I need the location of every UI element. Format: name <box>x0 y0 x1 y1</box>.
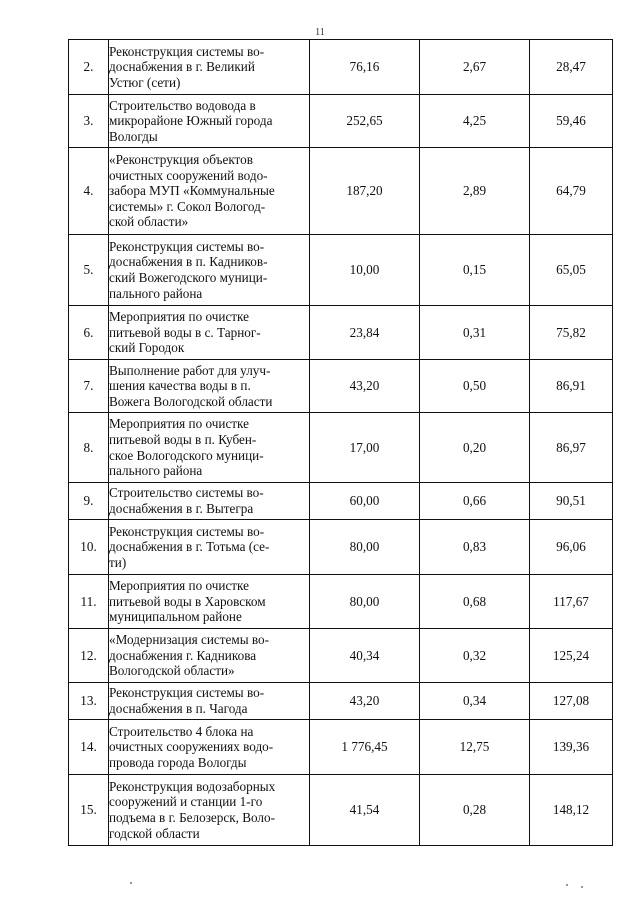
row-number: 6. <box>69 306 109 360</box>
project-name: Строительство 4 блока на очистных сооружениях водо- провода города Вологды <box>109 720 310 775</box>
projects-table <box>68 39 613 846</box>
cumulative-value: 75,82 <box>530 306 613 360</box>
cost-value: 43,20 <box>310 683 420 720</box>
table-row <box>69 483 613 520</box>
cost-value: 1 776,45 <box>310 720 420 775</box>
project-name: Реконструкция системы во- доснабжения в г. Тотьма (се- ти) <box>109 520 310 575</box>
cost-value: 23,84 <box>310 306 420 360</box>
project-name: Реконструкция системы во- доснабжения в п. Чагода <box>109 683 310 720</box>
row-number: 8. <box>69 413 109 483</box>
share-value: 0,28 <box>420 775 530 846</box>
project-name: Выполнение работ для улуч- шения качества воды в п. Вожега Вологодской области <box>109 360 310 413</box>
project-name: Мероприятия по очистке питьевой воды в п. Кубен- ское Вологодского муници- пального района <box>109 413 310 483</box>
share-value: 0,83 <box>420 520 530 575</box>
project-name: Реконструкция системы во- доснабжения в г. Великий Устюг (сети) <box>109 40 310 95</box>
table-row <box>69 95 613 148</box>
share-value: 0,50 <box>420 360 530 413</box>
row-number: 2. <box>69 40 109 95</box>
row-number: 13. <box>69 683 109 720</box>
cumulative-value: 65,05 <box>530 235 613 306</box>
row-number: 11. <box>69 575 109 629</box>
row-number: 5. <box>69 235 109 306</box>
table-row <box>69 683 613 720</box>
cost-value: 80,00 <box>310 520 420 575</box>
share-value: 0,32 <box>420 629 530 683</box>
row-number: 15. <box>69 775 109 846</box>
project-name: Мероприятия по очистке питьевой воды в с. Тарног- ский Городок <box>109 306 310 360</box>
page-number: 11 <box>315 27 325 38</box>
cumulative-value: 125,24 <box>530 629 613 683</box>
row-number: 4. <box>69 148 109 235</box>
row-number: 7. <box>69 360 109 413</box>
row-number: 12. <box>69 629 109 683</box>
share-value: 2,67 <box>420 40 530 95</box>
cumulative-value: 64,79 <box>530 148 613 235</box>
table-row <box>69 775 613 846</box>
scan-speck <box>130 882 132 884</box>
share-value: 0,15 <box>420 235 530 306</box>
project-name: Строительство системы во- доснабжения в г. Вытегра <box>109 483 310 520</box>
cumulative-value: 139,36 <box>530 720 613 775</box>
share-value: 0,31 <box>420 306 530 360</box>
table-row <box>69 413 613 483</box>
cost-value: 60,00 <box>310 483 420 520</box>
table-row <box>69 40 613 95</box>
project-name: «Реконструкция объектов очистных сооружений водо- забора МУП «Коммунальные системы» г. Сокол Вологод- ской области» <box>109 148 310 235</box>
table-row <box>69 629 613 683</box>
cost-value: 10,00 <box>310 235 420 306</box>
cost-value: 41,54 <box>310 775 420 846</box>
project-name: Реконструкция водозаборных сооружений и станции 1-го подъема в г. Белозерск, Воло- годской области <box>109 775 310 846</box>
project-name: «Модернизация системы во- доснабжения г. Кадникова Вологодской области» <box>109 629 310 683</box>
table-row <box>69 306 613 360</box>
table-row <box>69 575 613 629</box>
share-value: 4,25 <box>420 95 530 148</box>
table-row <box>69 235 613 306</box>
scan-speck <box>566 884 568 886</box>
projects-table-body <box>69 40 613 846</box>
cost-value: 80,00 <box>310 575 420 629</box>
cost-value: 187,20 <box>310 148 420 235</box>
table-row <box>69 360 613 413</box>
share-value: 2,89 <box>420 148 530 235</box>
cumulative-value: 148,12 <box>530 775 613 846</box>
table-row <box>69 520 613 575</box>
cost-value: 17,00 <box>310 413 420 483</box>
table-row <box>69 720 613 775</box>
cumulative-value: 59,46 <box>530 95 613 148</box>
cost-value: 43,20 <box>310 360 420 413</box>
row-number: 9. <box>69 483 109 520</box>
project-name: Строительство водовода в микрорайоне Южный города Вологды <box>109 95 310 148</box>
project-name: Мероприятия по очистке питьевой воды в Харовском муниципальном районе <box>109 575 310 629</box>
share-value: 0,68 <box>420 575 530 629</box>
project-name: Реконструкция системы во- доснабжения в п. Кадников- ский Вожегодского муници- пального района <box>109 235 310 306</box>
table-row <box>69 148 613 235</box>
share-value: 0,66 <box>420 483 530 520</box>
cumulative-value: 90,51 <box>530 483 613 520</box>
cumulative-value: 86,91 <box>530 360 613 413</box>
share-value: 0,20 <box>420 413 530 483</box>
cumulative-value: 86,97 <box>530 413 613 483</box>
cost-value: 76,16 <box>310 40 420 95</box>
cumulative-value: 127,08 <box>530 683 613 720</box>
cost-value: 40,34 <box>310 629 420 683</box>
cumulative-value: 28,47 <box>530 40 613 95</box>
cost-value: 252,65 <box>310 95 420 148</box>
cumulative-value: 117,67 <box>530 575 613 629</box>
cumulative-value: 96,06 <box>530 520 613 575</box>
row-number: 14. <box>69 720 109 775</box>
scan-speck <box>581 886 583 888</box>
share-value: 12,75 <box>420 720 530 775</box>
row-number: 3. <box>69 95 109 148</box>
row-number: 10. <box>69 520 109 575</box>
share-value: 0,34 <box>420 683 530 720</box>
